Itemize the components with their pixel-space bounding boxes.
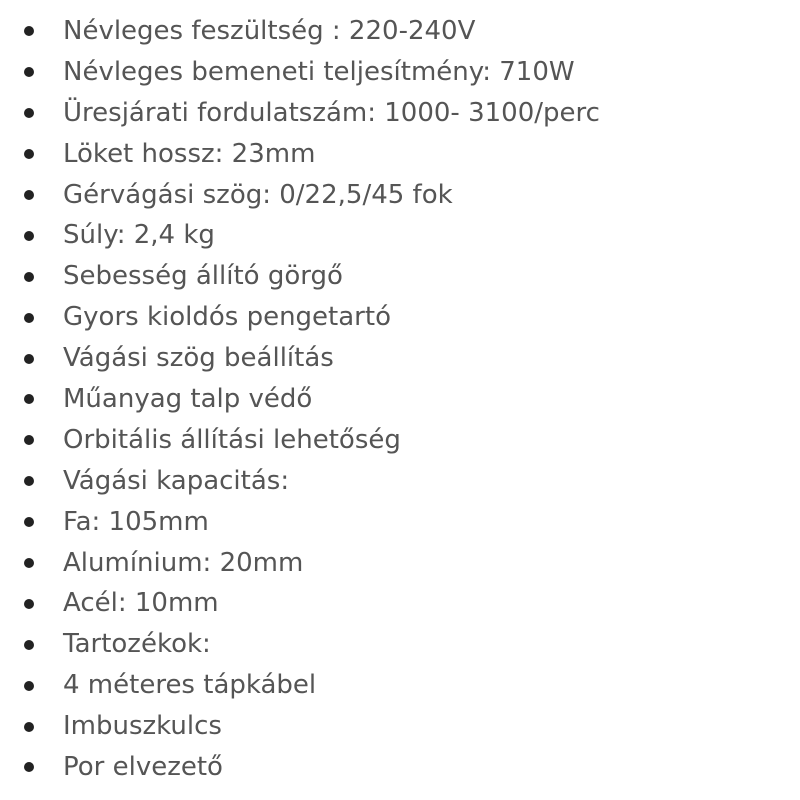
bullet-icon bbox=[24, 272, 34, 282]
list-item bbox=[0, 379, 800, 420]
bullet-icon bbox=[24, 313, 34, 323]
list-item bbox=[0, 52, 800, 93]
bullet-icon bbox=[24, 108, 34, 118]
bullet-icon bbox=[24, 640, 34, 650]
list-item-text: 4 méteres tápkábel bbox=[63, 670, 317, 701]
list-item-text: Vágási kapacitás: bbox=[63, 465, 290, 496]
list-item bbox=[0, 215, 800, 256]
list-item bbox=[0, 706, 800, 747]
list-item-text: Por elvezető bbox=[63, 752, 223, 783]
list-item-text: Alumínium: 20mm bbox=[63, 547, 304, 578]
bullet-icon bbox=[24, 149, 34, 159]
list-item bbox=[0, 461, 800, 502]
list-item bbox=[0, 297, 800, 338]
bullet-icon bbox=[24, 231, 34, 241]
list-item bbox=[0, 134, 800, 175]
list-item-text: Névleges feszültség : 220-240V bbox=[63, 16, 476, 46]
list-item bbox=[0, 543, 800, 584]
bullet-icon bbox=[24, 26, 34, 36]
bullet-icon bbox=[24, 67, 34, 77]
bullet-icon bbox=[24, 354, 34, 364]
bullet-icon bbox=[24, 435, 34, 445]
list-item-text: Imbuszkulcs bbox=[63, 711, 222, 742]
list-item bbox=[0, 338, 800, 379]
list-item bbox=[0, 93, 800, 134]
list-item-text: Gérvágási szög: 0/22,5/45 fok bbox=[63, 179, 453, 210]
bullet-icon bbox=[24, 190, 34, 200]
list-item-text: Vágási szög beállítás bbox=[63, 343, 334, 374]
list-item-text: Orbitális állítási lehetőség bbox=[63, 424, 401, 455]
list-item-text: Löket hossz: 23mm bbox=[63, 138, 316, 169]
list-item-text: Acél: 10mm bbox=[63, 588, 219, 619]
bullet-icon bbox=[24, 476, 34, 486]
list-item bbox=[0, 256, 800, 297]
bullet-icon bbox=[24, 558, 34, 568]
list-item-text: Műanyag talp védő bbox=[63, 384, 313, 415]
list-item bbox=[0, 420, 800, 461]
list-item-text: Sebesség állító görgő bbox=[63, 261, 343, 292]
spec-list bbox=[0, 11, 800, 788]
list-item-text: Gyors kioldós pengetartó bbox=[63, 302, 391, 333]
list-item-text: Fa: 105mm bbox=[63, 506, 209, 537]
bullet-icon bbox=[24, 722, 34, 732]
list-item bbox=[0, 747, 800, 788]
list-item bbox=[0, 665, 800, 706]
list-item-text: Tartozékok: bbox=[63, 629, 211, 660]
list-item bbox=[0, 583, 800, 624]
bullet-icon bbox=[24, 517, 34, 527]
list-item bbox=[0, 502, 800, 543]
list-item bbox=[0, 624, 800, 665]
list-item-text: Üresjárati fordulatszám: 1000- 3100/perc bbox=[63, 97, 600, 128]
bullet-icon bbox=[24, 394, 34, 404]
list-item bbox=[0, 11, 800, 52]
bullet-icon bbox=[24, 762, 34, 772]
list-item-text: Súly: 2,4 kg bbox=[63, 220, 215, 251]
bullet-icon bbox=[24, 681, 34, 691]
list-item bbox=[0, 175, 800, 216]
list-item-text: Névleges bemeneti teljesítmény: 710W bbox=[63, 56, 575, 87]
bullet-icon bbox=[24, 599, 34, 609]
